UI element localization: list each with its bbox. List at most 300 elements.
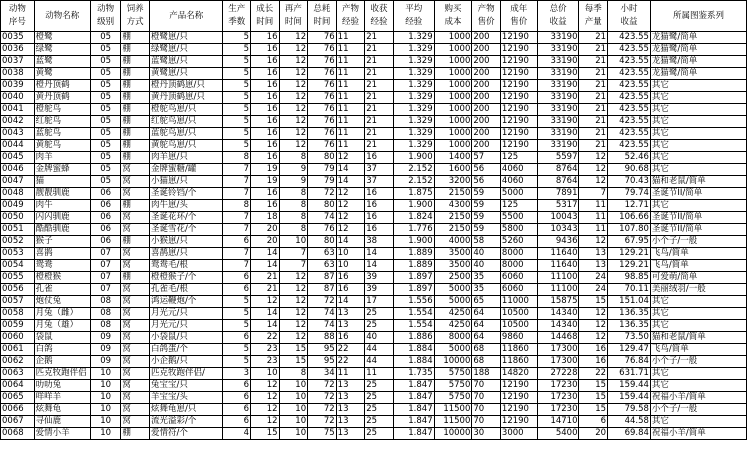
cell-hourly-revenue: 159.44 xyxy=(608,380,651,392)
cell-product-exp: 16 xyxy=(336,284,365,296)
cell-product-name: 小猴崽/只 xyxy=(149,236,222,248)
table-row xyxy=(1,212,747,224)
cell-total-revenue: 33190 xyxy=(537,44,579,56)
cell-season-yield: 21 xyxy=(579,32,608,44)
cell-id: 0066 xyxy=(1,404,35,416)
cell-harvest-exp: 25 xyxy=(365,428,394,440)
cell-seasons: 6 xyxy=(223,416,251,428)
cell-level: 08 xyxy=(90,320,121,332)
cell-product-exp: 13 xyxy=(336,404,365,416)
cell-hourly-revenue: 70.43 xyxy=(608,176,651,188)
cell-grow-time: 18 xyxy=(250,212,279,224)
cell-hourly-revenue: 423.55 xyxy=(608,128,651,140)
cell-level: 10 xyxy=(90,392,121,404)
cell-total-time: 76 xyxy=(308,140,337,152)
cell-grow-time: 14 xyxy=(250,260,279,272)
cell-total-time: 76 xyxy=(308,128,337,140)
cell-reproduce-time: 12 xyxy=(279,104,308,116)
cell-season-yield: 24 xyxy=(579,272,608,284)
cell-grow-time: 14 xyxy=(250,248,279,260)
cell-animal-name: 靓靓驯鹿 xyxy=(34,188,90,200)
cell-id: 0039 xyxy=(1,80,35,92)
cell-adult-price: 6060 xyxy=(500,272,537,284)
cell-product-name: 圣诞雪花/个 xyxy=(149,224,222,236)
cell-avg-exp: 1.329 xyxy=(393,80,434,92)
header-id: 动物 序号 xyxy=(1,1,35,32)
cell-reproduce-time: 10 xyxy=(279,236,308,248)
cell-reproduce-time: 8 xyxy=(279,188,308,200)
cell-animal-name: 黄鹭 xyxy=(34,68,90,80)
cell-level: 05 xyxy=(90,176,121,188)
header-total-time: 总耗 时间 xyxy=(308,1,337,32)
cell-series: 其它 xyxy=(650,80,746,92)
cell-total-time: 76 xyxy=(308,44,337,56)
cell-series: 其它 xyxy=(650,164,746,176)
cell-total-time: 74 xyxy=(308,308,337,320)
cell-harvest-exp: 21 xyxy=(365,92,394,104)
cell-total-revenue: 5597 xyxy=(537,152,579,164)
cell-avg-exp: 1.847 xyxy=(393,404,434,416)
cell-harvest-exp: 39 xyxy=(365,284,394,296)
cell-avg-exp: 1.329 xyxy=(393,104,434,116)
cell-total-revenue: 14340 xyxy=(537,320,579,332)
cell-season-yield: 6 xyxy=(579,416,608,428)
cell-product-name: 黄鸵鸟崽/只 xyxy=(149,140,222,152)
cell-reproduce-time: 8 xyxy=(279,152,308,164)
cell-seasons: 5 xyxy=(223,308,251,320)
cell-product-name: 匹克牧跑伴侣/ xyxy=(149,368,222,380)
cell-season-yield: 21 xyxy=(579,104,608,116)
cell-raise-mode: 棚 xyxy=(121,104,150,116)
cell-product-exp: 14 xyxy=(336,296,365,308)
cell-avg-exp: 1.847 xyxy=(393,392,434,404)
cell-seasons: 8 xyxy=(223,200,251,212)
cell-adult-price: 12190 xyxy=(500,416,537,428)
cell-adult-price: 8000 xyxy=(500,260,537,272)
cell-hourly-revenue: 631.71 xyxy=(608,368,651,380)
cell-series: 飞鸟/简单 xyxy=(650,260,746,272)
cell-id: 0051 xyxy=(1,224,35,236)
cell-adult-price: 11860 xyxy=(500,344,537,356)
cell-total-revenue: 11100 xyxy=(537,284,579,296)
cell-seasons: 4 xyxy=(223,428,251,440)
cell-level: 05 xyxy=(90,164,121,176)
cell-product-exp: 10 xyxy=(336,260,365,272)
cell-product-exp: 12 xyxy=(336,152,365,164)
cell-harvest-exp: 16 xyxy=(365,152,394,164)
table-header-row xyxy=(1,1,747,32)
cell-buy-cost: 5000 xyxy=(434,344,472,356)
table-row xyxy=(1,368,747,380)
cell-reproduce-time: 12 xyxy=(279,44,308,56)
cell-reproduce-time: 12 xyxy=(279,272,308,284)
cell-series: 圣诞节II/简单 xyxy=(650,188,746,200)
cell-total-time: 87 xyxy=(308,272,337,284)
cell-harvest-exp: 21 xyxy=(365,116,394,128)
cell-series: 龙猫鹭/简单 xyxy=(650,32,746,44)
cell-season-yield: 12 xyxy=(579,308,608,320)
cell-seasons: 5 xyxy=(223,128,251,140)
cell-animal-name: 红鸵鸟 xyxy=(34,116,90,128)
cell-buy-cost: 11500 xyxy=(434,416,472,428)
cell-season-yield: 11 xyxy=(579,200,608,212)
cell-product-exp: 14 xyxy=(336,176,365,188)
cell-product-exp: 11 xyxy=(336,128,365,140)
cell-id: 0045 xyxy=(1,152,35,164)
cell-seasons: 7 xyxy=(223,224,251,236)
cell-level: 06 xyxy=(90,212,121,224)
cell-seasons: 5 xyxy=(223,56,251,68)
cell-total-time: 72 xyxy=(308,296,337,308)
cell-harvest-exp: 21 xyxy=(365,104,394,116)
cell-animal-name: 寻仙鹿 xyxy=(34,416,90,428)
cell-seasons: 3 xyxy=(223,368,251,380)
cell-grow-time: 19 xyxy=(250,176,279,188)
cell-total-revenue: 7891 xyxy=(537,188,579,200)
cell-buy-cost: 10000 xyxy=(434,356,472,368)
cell-product-name: 月光元/只 xyxy=(149,320,222,332)
cell-product-exp: 11 xyxy=(336,140,365,152)
cell-series: 其它 xyxy=(650,140,746,152)
cell-season-yield: 15 xyxy=(579,380,608,392)
cell-hourly-revenue: 12.71 xyxy=(608,200,651,212)
cell-buy-cost: 2150 xyxy=(434,212,472,224)
cell-series: 其它 xyxy=(650,128,746,140)
cell-hourly-revenue: 129.21 xyxy=(608,260,651,272)
table-row xyxy=(1,404,747,416)
table-row xyxy=(1,272,747,284)
cell-animal-name: 橙橙猴 xyxy=(34,272,90,284)
cell-total-revenue: 33190 xyxy=(537,32,579,44)
cell-product-exp: 13 xyxy=(336,320,365,332)
cell-id: 0049 xyxy=(1,200,35,212)
cell-harvest-exp: 16 xyxy=(365,224,394,236)
cell-seasons: 6 xyxy=(223,392,251,404)
cell-hourly-revenue: 107.80 xyxy=(608,224,651,236)
cell-harvest-exp: 21 xyxy=(365,68,394,80)
header-series: 所属图鉴系列 xyxy=(650,1,746,32)
table-row xyxy=(1,128,747,140)
cell-harvest-exp: 21 xyxy=(365,128,394,140)
table-row xyxy=(1,332,747,344)
cell-raise-mode: 棚 xyxy=(121,92,150,104)
cell-id: 0055 xyxy=(1,272,35,284)
cell-harvest-exp: 21 xyxy=(365,140,394,152)
cell-product-price: 200 xyxy=(472,32,501,44)
cell-product-price: 59 xyxy=(472,224,501,236)
cell-total-time: 76 xyxy=(308,32,337,44)
cell-product-price: 40 xyxy=(472,260,501,272)
cell-series: 龙猫鹭/简单 xyxy=(650,56,746,68)
cell-harvest-exp: 21 xyxy=(365,80,394,92)
cell-total-time: 76 xyxy=(308,92,337,104)
cell-grow-time: 16 xyxy=(250,152,279,164)
cell-level: 05 xyxy=(90,116,121,128)
cell-grow-time: 16 xyxy=(250,80,279,92)
cell-animal-name: 爱情小羊 xyxy=(34,428,90,440)
header-season-yield: 每季 产量 xyxy=(579,1,608,32)
cell-seasons: 5 xyxy=(223,116,251,128)
cell-animal-name: 炫舞龟 xyxy=(34,404,90,416)
cell-buy-cost: 1600 xyxy=(434,164,472,176)
cell-product-price: 70 xyxy=(472,404,501,416)
cell-raise-mode: 窝 xyxy=(121,344,150,356)
table-row xyxy=(1,32,747,44)
cell-id: 0065 xyxy=(1,392,35,404)
cell-raise-mode: 窝 xyxy=(121,416,150,428)
cell-harvest-exp: 21 xyxy=(365,44,394,56)
cell-hourly-revenue: 423.55 xyxy=(608,80,651,92)
cell-adult-price: 12190 xyxy=(500,116,537,128)
cell-product-name: 羊宝宝/头 xyxy=(149,392,222,404)
cell-hourly-revenue: 423.55 xyxy=(608,104,651,116)
cell-animal-name: 闪闪驯鹿 xyxy=(34,212,90,224)
cell-grow-time: 16 xyxy=(250,92,279,104)
cell-season-yield: 13 xyxy=(579,248,608,260)
cell-grow-time: 12 xyxy=(250,416,279,428)
cell-adult-price: 12190 xyxy=(500,32,537,44)
cell-product-price: 68 xyxy=(472,356,501,368)
cell-hourly-revenue: 44.58 xyxy=(608,416,651,428)
cell-hourly-revenue: 52.46 xyxy=(608,152,651,164)
cell-total-revenue: 10043 xyxy=(537,212,579,224)
cell-seasons: 8 xyxy=(223,152,251,164)
table-row xyxy=(1,296,747,308)
cell-level: 05 xyxy=(90,92,121,104)
table-row xyxy=(1,116,747,128)
cell-level: 10 xyxy=(90,428,121,440)
cell-product-price: 200 xyxy=(472,56,501,68)
cell-raise-mode: 窝 xyxy=(121,164,150,176)
cell-product-price: 188 xyxy=(472,368,501,380)
cell-season-yield: 12 xyxy=(579,164,608,176)
cell-total-revenue: 33190 xyxy=(537,56,579,68)
cell-reproduce-time: 10 xyxy=(279,428,308,440)
cell-seasons: 6 xyxy=(223,332,251,344)
cell-reproduce-time: 10 xyxy=(279,380,308,392)
cell-seasons: 5 xyxy=(223,92,251,104)
cell-avg-exp: 1.897 xyxy=(393,272,434,284)
cell-level: 10 xyxy=(90,368,121,380)
cell-buy-cost: 1000 xyxy=(434,92,472,104)
cell-season-yield: 21 xyxy=(579,56,608,68)
cell-harvest-exp: 11 xyxy=(365,368,394,380)
cell-reproduce-time: 15 xyxy=(279,356,308,368)
cell-product-price: 200 xyxy=(472,128,501,140)
cell-id: 0056 xyxy=(1,284,35,296)
cell-seasons: 5 xyxy=(223,344,251,356)
cell-hourly-revenue: 423.55 xyxy=(608,44,651,56)
cell-product-name: 喜鹊崽/只 xyxy=(149,248,222,260)
cell-hourly-revenue: 423.55 xyxy=(608,116,651,128)
cell-reproduce-time: 12 xyxy=(279,32,308,44)
table-row xyxy=(1,248,747,260)
cell-grow-time: 16 xyxy=(250,140,279,152)
cell-hourly-revenue: 151.04 xyxy=(608,296,651,308)
cell-seasons: 5 xyxy=(223,68,251,80)
cell-seasons: 6 xyxy=(223,236,251,248)
cell-product-exp: 12 xyxy=(336,224,365,236)
cell-total-revenue: 11100 xyxy=(537,272,579,284)
cell-animal-name: 孔雀 xyxy=(34,284,90,296)
cell-adult-price: 10500 xyxy=(500,308,537,320)
cell-animal-name: 黄鸵鸟 xyxy=(34,140,90,152)
cell-buy-cost: 4300 xyxy=(434,200,472,212)
cell-product-name: 白鸽蛋/个 xyxy=(149,344,222,356)
table-row xyxy=(1,104,747,116)
cell-product-exp: 12 xyxy=(336,200,365,212)
cell-reproduce-time: 12 xyxy=(279,320,308,332)
cell-avg-exp: 1.884 xyxy=(393,344,434,356)
cell-total-revenue: 14710 xyxy=(537,416,579,428)
cell-series: 小个子/一般 xyxy=(650,356,746,368)
cell-id: 0046 xyxy=(1,164,35,176)
cell-avg-exp: 1.884 xyxy=(393,356,434,368)
cell-adult-price: 3000 xyxy=(500,428,537,440)
cell-adult-price: 12190 xyxy=(500,392,537,404)
cell-product-name: 红鸵鸟崽/只 xyxy=(149,116,222,128)
cell-total-time: 76 xyxy=(308,116,337,128)
cell-avg-exp: 1.776 xyxy=(393,224,434,236)
cell-avg-exp: 1.329 xyxy=(393,128,434,140)
cell-product-exp: 16 xyxy=(336,272,365,284)
cell-raise-mode: 棚 xyxy=(121,200,150,212)
cell-animal-name: 猴子 xyxy=(34,236,90,248)
header-raise-mode: 饲养 方式 xyxy=(121,1,150,32)
cell-id: 0058 xyxy=(1,308,35,320)
cell-animal-name: 绿鹭 xyxy=(34,44,90,56)
cell-series: 祝福小羊/简单 xyxy=(650,392,746,404)
cell-season-yield: 21 xyxy=(579,128,608,140)
cell-product-name: 炫舞龟崽/只 xyxy=(149,404,222,416)
cell-id: 0052 xyxy=(1,236,35,248)
cell-seasons: 5 xyxy=(223,44,251,56)
cell-id: 0062 xyxy=(1,356,35,368)
table-row xyxy=(1,308,747,320)
cell-series: 小个子/一般 xyxy=(650,236,746,248)
cell-raise-mode: 棚 xyxy=(121,272,150,284)
table-row xyxy=(1,200,747,212)
cell-buy-cost: 2150 xyxy=(434,224,472,236)
cell-total-time: 76 xyxy=(308,56,337,68)
cell-series: 其它 xyxy=(650,368,746,380)
cell-adult-price: 5260 xyxy=(500,236,537,248)
cell-avg-exp: 1.847 xyxy=(393,428,434,440)
cell-total-time: 75 xyxy=(308,428,337,440)
cell-reproduce-time: 10 xyxy=(279,416,308,428)
cell-product-price: 57 xyxy=(472,152,501,164)
cell-animal-name: 匹克牧跑伴侣 xyxy=(34,368,90,380)
cell-total-time: 76 xyxy=(308,80,337,92)
cell-product-exp: 10 xyxy=(336,248,365,260)
cell-id: 0036 xyxy=(1,44,35,56)
table-row xyxy=(1,392,747,404)
cell-product-name: 肉羊崽/只 xyxy=(149,152,222,164)
cell-reproduce-time: 8 xyxy=(279,224,308,236)
cell-product-price: 200 xyxy=(472,68,501,80)
cell-adult-price: 8000 xyxy=(500,248,537,260)
cell-product-name: 黄丹顶鹤崽/只 xyxy=(149,92,222,104)
cell-level: 05 xyxy=(90,44,121,56)
cell-product-exp: 12 xyxy=(336,188,365,200)
cell-product-exp: 11 xyxy=(336,92,365,104)
cell-hourly-revenue: 67.95 xyxy=(608,236,651,248)
cell-id: 0060 xyxy=(1,332,35,344)
cell-total-time: 80 xyxy=(308,236,337,248)
cell-series: 可爱萌/简单 xyxy=(650,272,746,284)
cell-total-time: 95 xyxy=(308,356,337,368)
cell-buy-cost: 2150 xyxy=(434,188,472,200)
cell-product-exp: 11 xyxy=(336,68,365,80)
cell-seasons: 7 xyxy=(223,176,251,188)
cell-reproduce-time: 12 xyxy=(279,140,308,152)
cell-seasons: 5 xyxy=(223,80,251,92)
cell-avg-exp: 1.847 xyxy=(393,416,434,428)
cell-total-time: 79 xyxy=(308,176,337,188)
cell-adult-price: 125 xyxy=(500,200,537,212)
cell-reproduce-time: 12 xyxy=(279,308,308,320)
cell-season-yield: 15 xyxy=(579,392,608,404)
cell-avg-exp: 2.152 xyxy=(393,164,434,176)
cell-animal-name: 猫 xyxy=(34,176,90,188)
cell-season-yield: 21 xyxy=(579,68,608,80)
cell-seasons: 7 xyxy=(223,212,251,224)
cell-level: 05 xyxy=(90,32,121,44)
cell-total-revenue: 33190 xyxy=(537,80,579,92)
cell-adult-price: 11000 xyxy=(500,296,537,308)
cell-season-yield: 12 xyxy=(579,332,608,344)
cell-series: 飞鸟/简单 xyxy=(650,248,746,260)
cell-grow-time: 12 xyxy=(250,296,279,308)
cell-animal-name: 喜鹊 xyxy=(34,248,90,260)
cell-animal-name: 鸳鸯 xyxy=(34,260,90,272)
cell-product-price: 70 xyxy=(472,416,501,428)
cell-harvest-exp: 25 xyxy=(365,380,394,392)
cell-raise-mode: 棚 xyxy=(121,428,150,440)
cell-grow-time: 10 xyxy=(250,368,279,380)
table-row xyxy=(1,344,747,356)
cell-buy-cost: 1000 xyxy=(434,68,472,80)
cell-id: 0040 xyxy=(1,92,35,104)
cell-seasons: 5 xyxy=(223,356,251,368)
cell-reproduce-time: 9 xyxy=(279,176,308,188)
table-row xyxy=(1,428,747,440)
cell-hourly-revenue: 106.66 xyxy=(608,212,651,224)
cell-grow-time: 21 xyxy=(250,284,279,296)
table-row xyxy=(1,320,747,332)
cell-product-price: 70 xyxy=(472,380,501,392)
cell-raise-mode: 棚 xyxy=(121,68,150,80)
cell-product-name: 圣诞铃铛/个 xyxy=(149,188,222,200)
cell-series: 龙猫鹭/简单 xyxy=(650,68,746,80)
cell-product-price: 40 xyxy=(472,248,501,260)
cell-product-price: 68 xyxy=(472,344,501,356)
cell-adult-price: 12190 xyxy=(500,56,537,68)
cell-harvest-exp: 16 xyxy=(365,200,394,212)
cell-avg-exp: 1.824 xyxy=(393,212,434,224)
cell-raise-mode: 窝 xyxy=(121,380,150,392)
cell-series: 其它 xyxy=(650,296,746,308)
cell-animal-name: 白鸽 xyxy=(34,344,90,356)
cell-series: 其它 xyxy=(650,380,746,392)
cell-product-exp: 11 xyxy=(336,56,365,68)
cell-seasons: 5 xyxy=(223,32,251,44)
table-row xyxy=(1,44,747,56)
cell-adult-price: 4060 xyxy=(500,176,537,188)
cell-avg-exp: 1.329 xyxy=(393,140,434,152)
cell-total-time: 72 xyxy=(308,380,337,392)
cell-id: 0035 xyxy=(1,32,35,44)
